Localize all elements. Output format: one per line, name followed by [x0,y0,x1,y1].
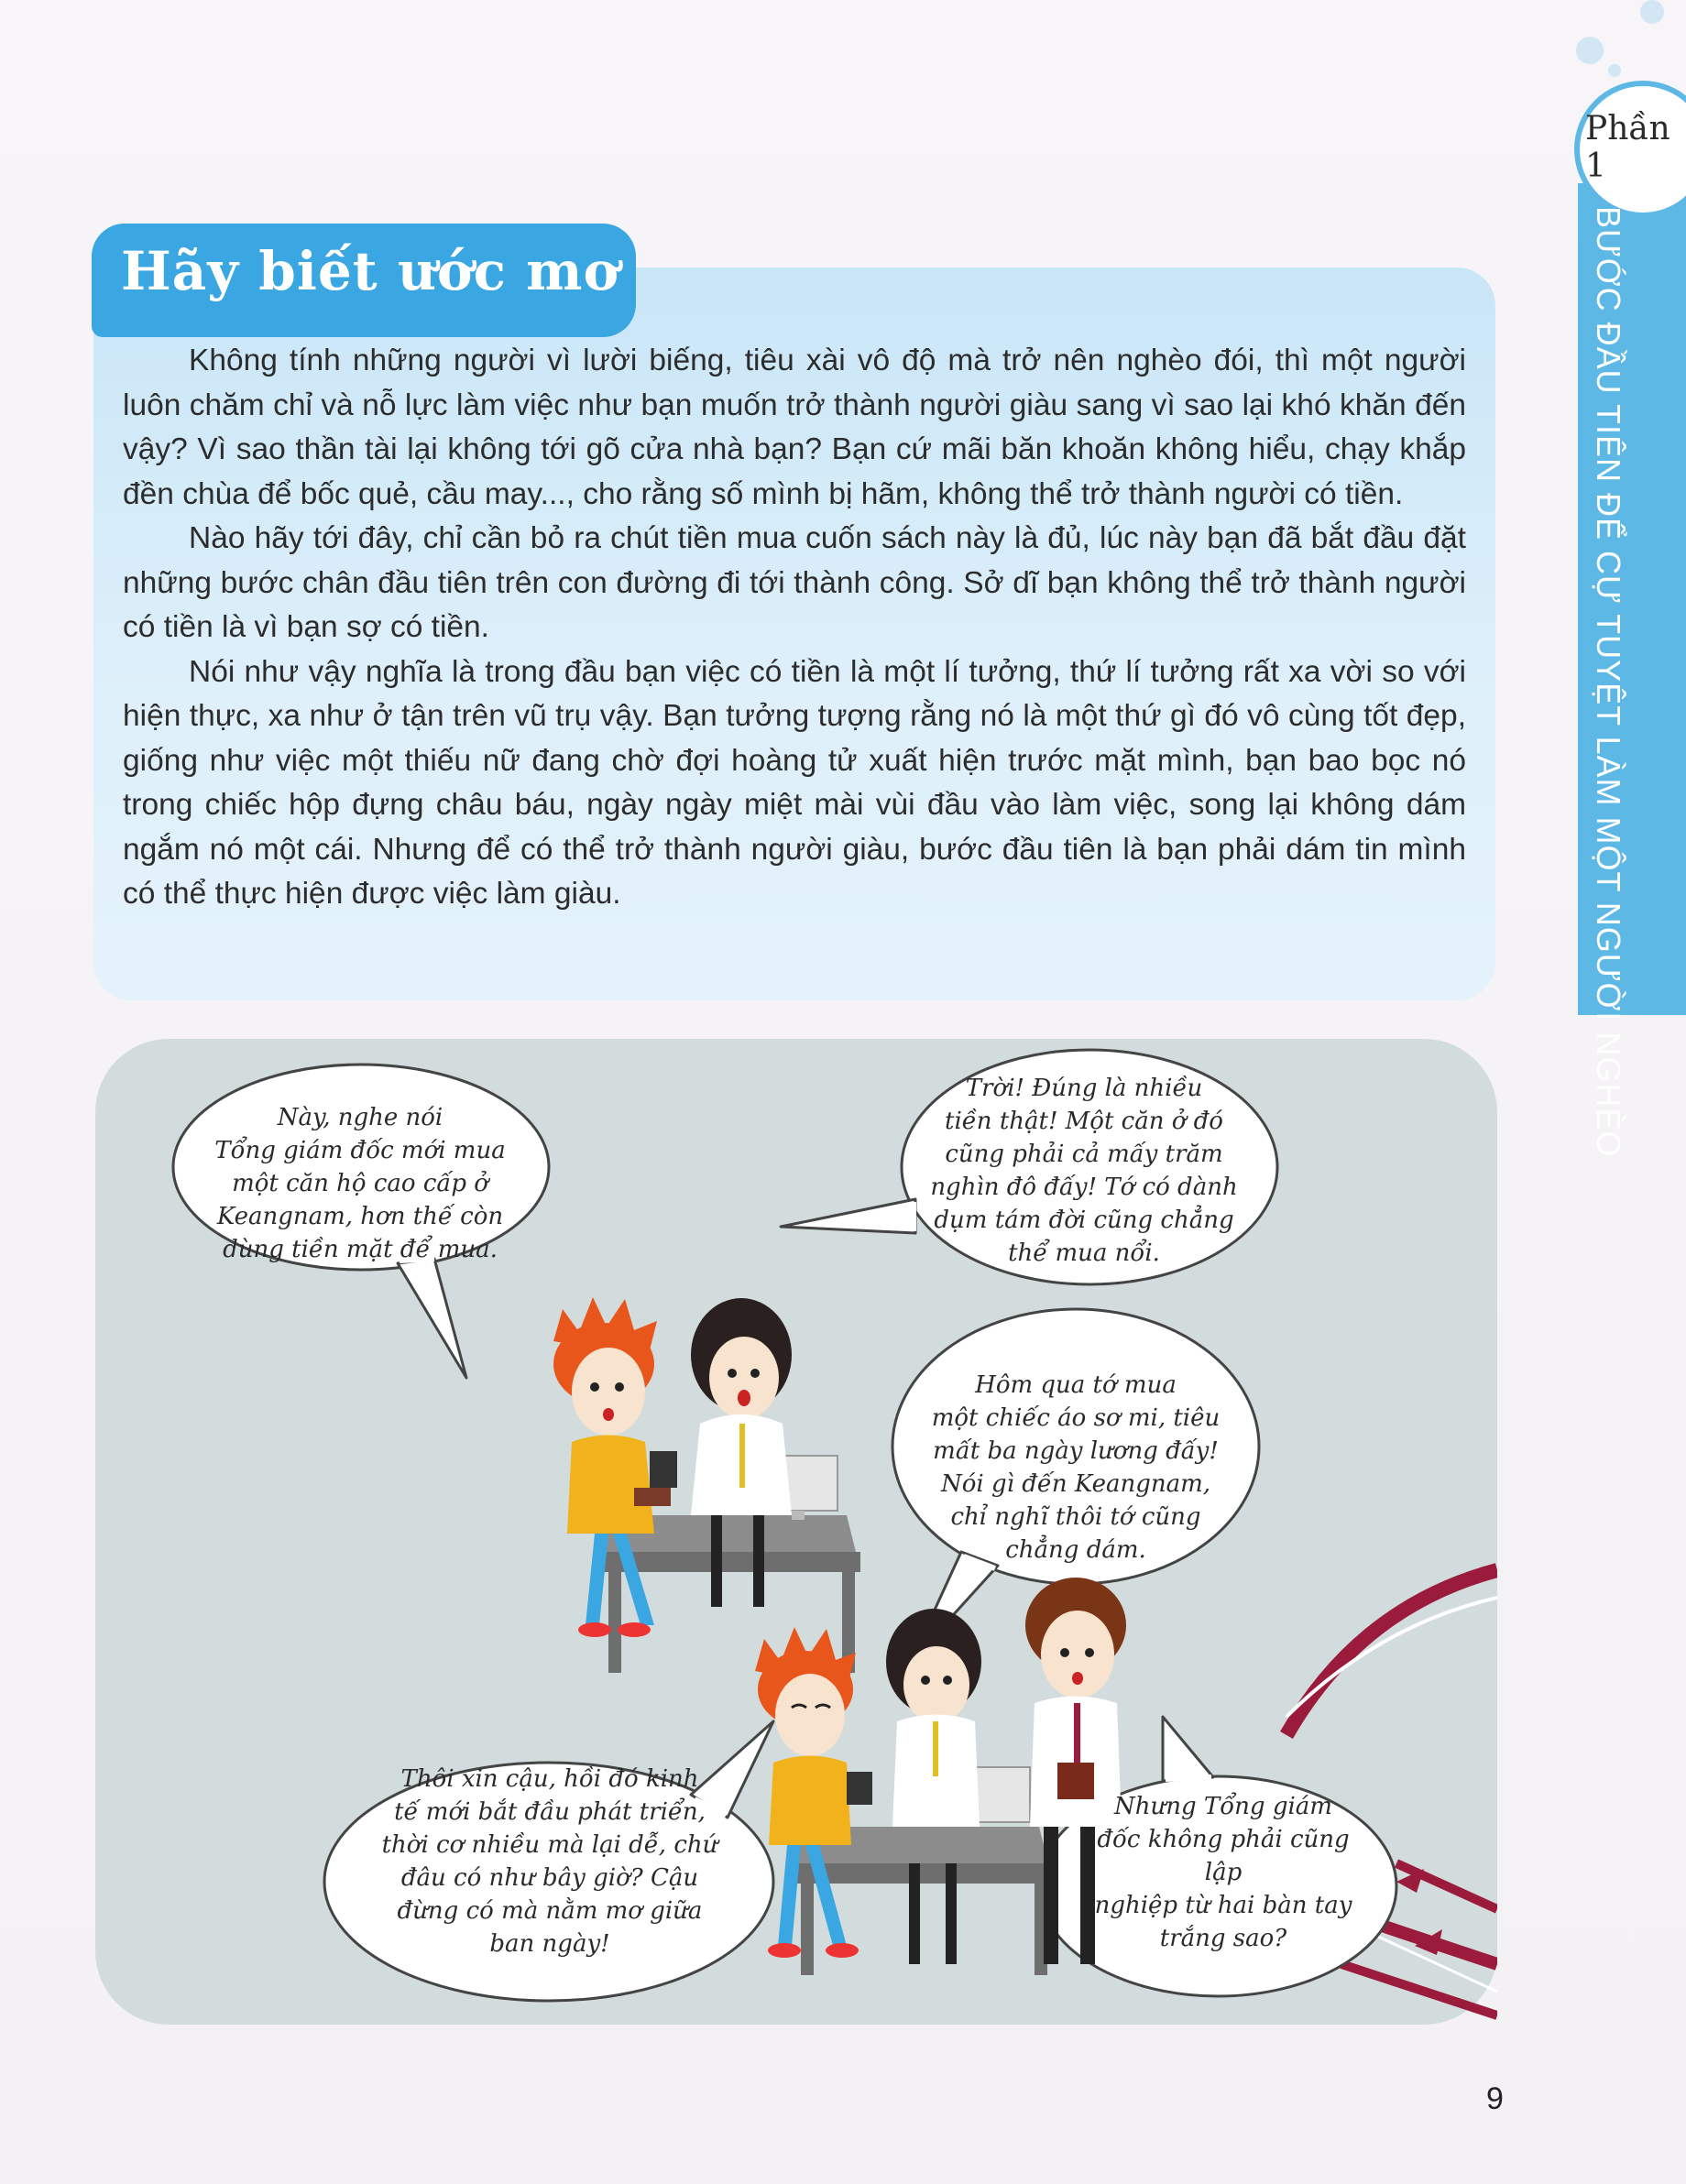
section-title: Hãy biết ước mơ [121,240,620,302]
paragraph: Nào hãy tới đây, chỉ cần bỏ ra chút tiền mua cuốn sách này là đủ, lúc này bạn đã bắt đầu đặt những bước chân đầu tiên trên con đường đi tới thành công. Sở dĩ bạn không thể trở thành người có tiền là vì bạn sợ có tiền. [123,521,1466,644]
bubble-3-text: Hôm qua tớ mua một chiếc áo sơ mi, tiêu mất ba ngày lương đấy! Nói gì đến Keangnam, chỉ nghĩ thôi tớ cũng chẳng dám. [931,1371,1221,1564]
bubble-1-text: Này, nghe nói Tổng giám đốc mới mua một căn hộ cao cấp ở Keangnam, hơn thế còn dùng tiền mặt để mua. [214,1104,506,1263]
chapter-title: BƯỚC ĐẦU TIÊN ĐỂ CỰ TUYỆT LÀM MỘT NGƯỜI NGHÈO [1590,206,1627,1158]
bubble-5-text: Nhưng Tổng giám đốc không phải cũng lập nghiệp từ hai bàn tay trắng sao? [1094,1793,1352,1952]
page-number: 9 [1486,2081,1504,2116]
bubble-2-text: Trời! Đúng là nhiều tiền thật! Một căn ở đó cũng phải cả mấy trăm nghìn đô đấy! Tớ có dành dụm tám đời cũng chẳng thể mua nổi. [930,1075,1238,1267]
paragraph: Không tính những người vì lười biếng, tiêu xài vô độ mà trở nên nghèo đói, thì một người luôn chăm chỉ và nỗ lực làm việc như bạn muốn trở thành người giàu sang vì sao lại khó khăn đến vậy? Vì sao thần tài lại không tới gõ cửa nhà bạn? Bạn cứ mãi băn khoăn không hiểu, chạy khắp đền chùa để bốc quẻ, cầu may..., cho rằng số mình bị hãm, không thể trở thành người có tiền. [123,344,1466,511]
office-scene-top [553,1297,860,1673]
bubble-4-text: Thôi xin cậu, hồi đó kinh tế mới bắt đầu phát triển, thời cơ nhiều mà lại dễ, chứ đâu có như bây giờ? Cậu đừng có mà nằm mơ giữa ban ngày! [381,1765,718,1958]
chapter-label: Phần 1 [1585,110,1670,185]
paragraph: Nói như vậy nghĩa là trong đầu bạn việc có tiền là một lí tưởng, thứ lí tưởng rất xa vời so với hiện thực, xa như ở tận trên vũ trụ vậy. Bạn tưởng tượng rằng nó là một thứ gì đó vô cùng tốt đẹp, giống như việc một thiếu nữ đang chờ đợi hoàng tử xuất hiện trước mặt mình, bạn bao bọc nó trong chiếc hộp đựng châu báu, ngày ngày miệt mài vùi đầu vào làm việc, song lại không dám ngắm nó một cái. Nhưng để có thể trở thành người giàu, bước đầu tiên là bạn phải dám tin mình có thể thực hiện được việc làm giàu. [123,654,1466,911]
body-text [123,339,1466,917]
